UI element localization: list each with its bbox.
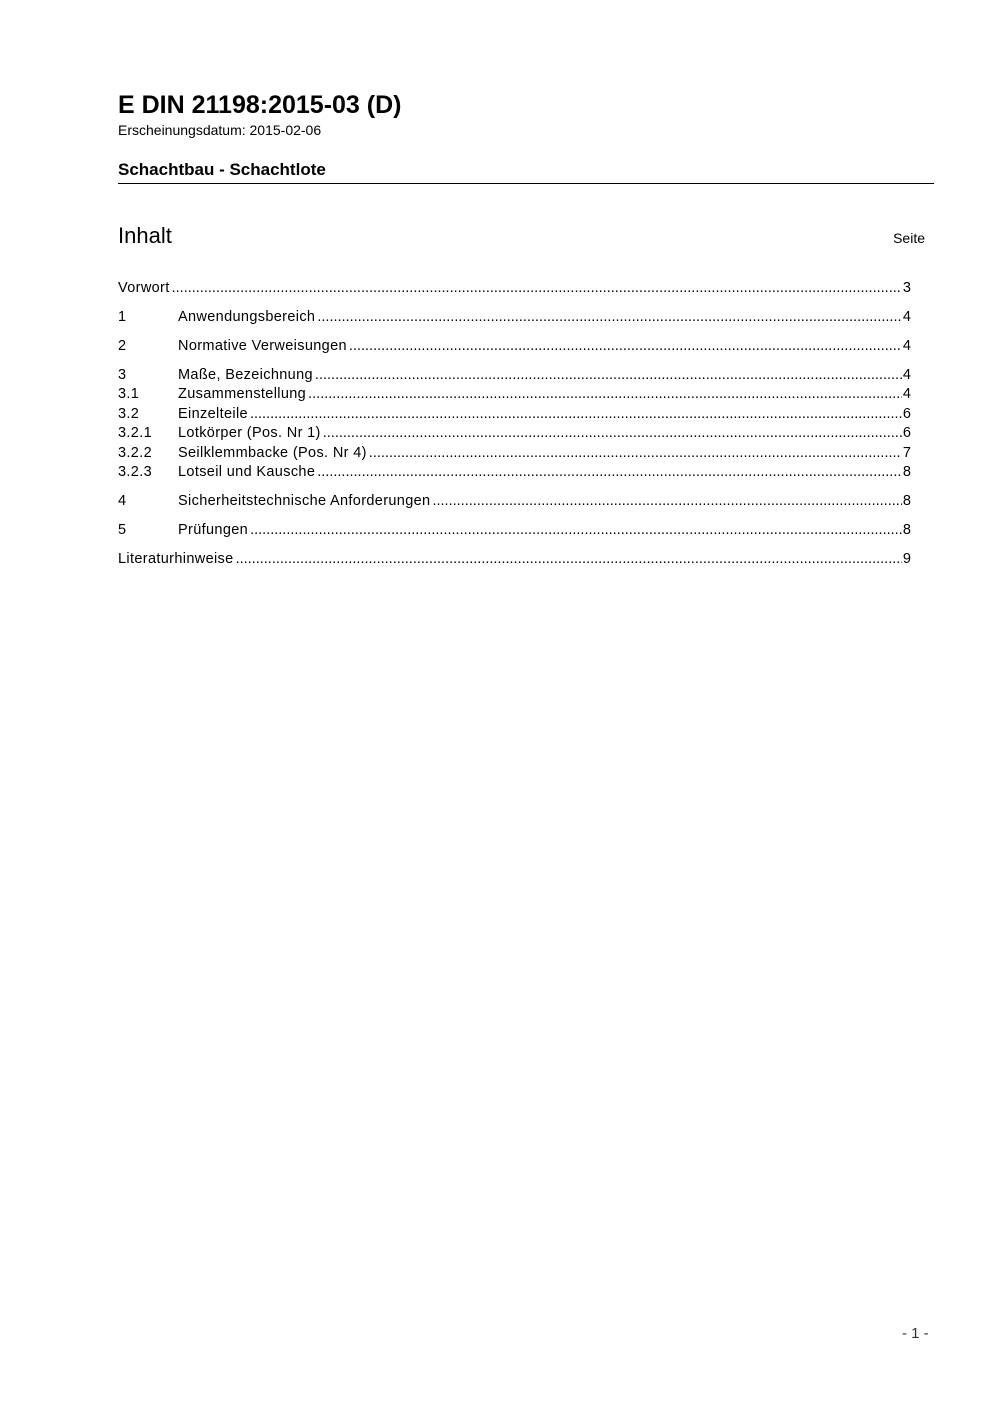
toc-entry-page: 8 — [902, 463, 911, 480]
toc-entry-number: 3.1 — [118, 386, 140, 403]
toc-entry-number: 3.2.3 — [118, 463, 152, 480]
toc-entry-number: 4 — [118, 492, 127, 509]
toc-dot-leader — [349, 337, 902, 356]
toc-entry-vorwort[interactable] — [118, 279, 911, 298]
toc-heading: Inhalt — [118, 223, 172, 248]
toc-entry-page: 3 — [902, 280, 911, 296]
toc-entry-page: 4 — [902, 366, 911, 383]
toc-entry-3-2-3[interactable] — [118, 463, 911, 482]
toc-entry-text: Seilklemmbacke (Pos. Nr 4) — [178, 444, 367, 461]
toc-entry-text: Prüfungen — [178, 521, 249, 538]
toc-entry-text: Anwendungsbereich — [178, 308, 316, 325]
toc-entry-page: 6 — [902, 425, 911, 442]
toc-entry-number: 3 — [118, 366, 127, 383]
toc-entry-text: Maße, Bezeichnung — [178, 366, 313, 383]
toc-dot-leader — [432, 492, 901, 511]
toc-entry-literaturhinweise[interactable] — [118, 550, 911, 569]
toc-entry-3-2-1[interactable] — [118, 424, 911, 443]
toc-dot-leader — [315, 366, 902, 385]
toc-entry-page: 8 — [902, 492, 911, 509]
toc-dot-leader — [369, 444, 902, 463]
toc-dot-leader — [236, 550, 902, 569]
document-subtitle: Schachtbau - Schachtlote — [118, 160, 326, 179]
toc-entry-text: Sicherheitstechnische Anforderungen — [178, 492, 431, 509]
page-number: - 1 - — [902, 1325, 929, 1342]
toc-page-column-label: Seite — [893, 230, 925, 246]
toc-dot-leader — [172, 279, 902, 298]
toc-entry-number: 3.2 — [118, 405, 140, 422]
toc-dot-leader — [323, 424, 902, 443]
publication-date: Erscheinungsdatum: 2015-02-06 — [118, 122, 322, 138]
toc-entry-5[interactable] — [118, 521, 911, 540]
toc-entry-text: Einzelteile — [178, 405, 248, 422]
toc-entry-3-2[interactable] — [118, 405, 911, 424]
document-title: E DIN 21198:2015-03 (D) — [118, 91, 402, 119]
toc-entry-page: 6 — [902, 405, 911, 422]
toc-entry-3[interactable] — [118, 366, 911, 385]
toc-entry-3-2-2[interactable] — [118, 444, 911, 463]
toc-entry-page: 4 — [902, 386, 911, 403]
toc-dot-leader — [308, 385, 902, 404]
toc-entry-page: 7 — [902, 444, 911, 461]
toc-entry-number: 5 — [118, 521, 127, 538]
toc-entry-text: Literaturhinweise — [118, 550, 234, 567]
toc-entry-page: 4 — [902, 337, 911, 354]
toc-entry-text: Vorwort — [118, 280, 170, 296]
toc-entry-text: Normative Verweisungen — [178, 337, 347, 354]
toc-entry-number: 1 — [118, 308, 127, 325]
toc-entry-text: Lotseil und Kausche — [178, 463, 316, 480]
toc-dot-leader — [317, 463, 902, 482]
toc-entry-text: Lotkörper (Pos. Nr 1) — [178, 425, 321, 442]
toc-entry-page: 8 — [902, 521, 911, 538]
title-divider — [118, 183, 934, 184]
table-of-contents — [118, 279, 911, 569]
toc-entry-2[interactable] — [118, 337, 911, 356]
toc-entry-number: 2 — [118, 337, 127, 354]
toc-entry-number: 3.2.2 — [118, 444, 152, 461]
toc-dot-leader — [250, 405, 902, 424]
toc-entry-page: 9 — [902, 550, 911, 567]
toc-dot-leader — [250, 521, 902, 540]
toc-dot-leader — [317, 308, 902, 327]
toc-entry-3-1[interactable] — [118, 385, 911, 404]
toc-entry-text: Zusammenstellung — [178, 386, 307, 403]
toc-entry-1[interactable] — [118, 308, 911, 327]
toc-entry-number: 3.2.1 — [118, 425, 152, 442]
toc-entry-4[interactable] — [118, 492, 911, 511]
toc-entry-page: 4 — [902, 308, 911, 325]
